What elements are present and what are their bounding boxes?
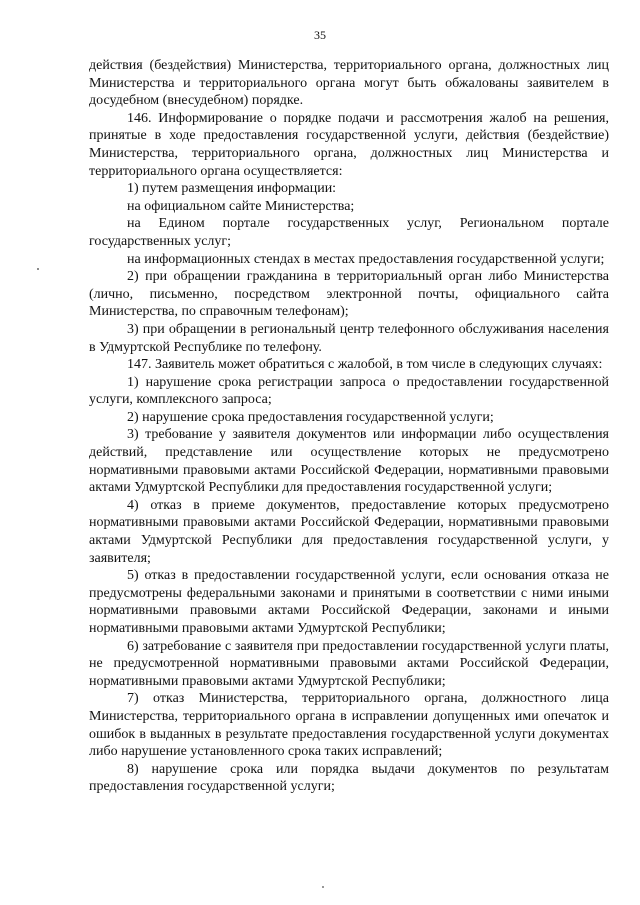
list-item-147-6: 6) затребование с заявителя при предоставлении государственной услуги платы, не предусмотренной нормативными правовыми актами Российской Федерации, нормативными правовыми актами Удмуртской Республики; [89,638,609,689]
paragraph-147: 147. Заявитель может обратиться с жалобой, в том числе в следующих случаях: [127,357,603,373]
document-body [89,57,609,796]
paragraph-146: 146. Информирование о порядке подачи и рассмотрения жалоб на решения, принятые в ходе предоставления государственной услуги, действия (бездействие) Министерства, территориального органа, должностных лиц Министерства и территориального органа осуществляется: [89,110,609,179]
list-item-portal: на Едином портале государственных услуг, Региональном портале государственных услуг; [89,216,609,249]
list-item-147-2: 2) нарушение срока предоставления государственной услуги; [127,409,494,425]
list-item-147-7: 7) отказ Министерства, территориального органа, должностного лица Министерства, территориального органа в исправлении допущенных ими опечаток и ошибок в выданных в результате предоставления государственной услуги документах либо нарушение установленного срока таких исправлений; [89,691,609,760]
list-item-147-8: 8) нарушение срока или порядка выдачи документов по результатам предоставления государственной услуги; [89,761,609,795]
list-item-146-2: 2) при обращении гражданина в территориальный орган либо Министерства (лично, письменно, посредством электронной почты, официального сайта Министерства, по справочным телефонам); [89,269,609,320]
list-item-147-5: 5) отказ в предоставлении государственной услуги, если основания отказа не предусмотрены федеральными законами и принятыми в соответствии с ними иными нормативными правовыми актами Российской Федерации, законами и иными нормативными правовыми актами Удмуртской Республики; [89,568,609,636]
list-item-146-3: 3) при обращении в региональный центр телефонного обслуживания населения в Удмуртской Республике по телефону. [89,321,609,355]
scan-speck [37,268,39,270]
page-number: 35 [314,28,326,42]
list-item-stands: на информационных стендах в местах предоставления государственной услуги; [127,251,605,267]
list-item-147-4: 4) отказ в приеме документов, предоставление которых предусмотрено нормативными правовыми актами Российской Федерации, нормативными правовыми актами Удмуртской Республики для предоставления государственной услуги, у заявителя; [89,497,609,566]
list-item-147-1: 1) нарушение срока регистрации запроса о предоставлении государственной услуги, комплексного запроса; [89,374,609,408]
list-item-147-3: 3) требование у заявителя документов или информации либо осуществления действий, представление или осуществление которых не предусмотрено нормативными правовыми актами Российской Федерации, нормативными правовыми актами Удмуртской Республики для предоставления государственной услуги; [89,427,609,496]
scan-speck-bottom [322,886,324,888]
paragraph-continuation: действия (бездействия) Министерства, территориального органа, должностных лиц Министерства и территориального органа могут быть обжалованы заявителем в досудебном (внесудебном) порядке. [89,58,609,109]
list-item-146-1: 1) путем размещения информации: [127,181,337,197]
list-item-official-site: на официальном сайте Министерства; [127,198,355,214]
